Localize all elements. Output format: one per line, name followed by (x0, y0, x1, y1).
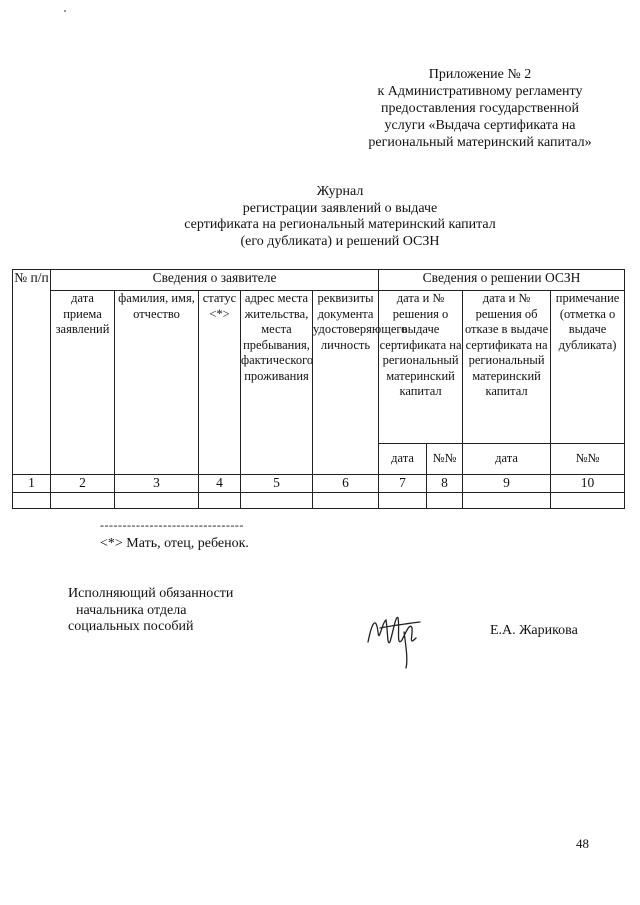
column-number: 9 (463, 475, 551, 493)
column-number: 5 (241, 475, 313, 493)
footnote-text: <*> Мать, отец, ребенок. (100, 536, 249, 551)
table-cell (13, 493, 51, 509)
journal-table (12, 269, 625, 509)
header-refuse-date: дата (463, 444, 551, 475)
column-number: 7 (379, 475, 427, 493)
header-issue-date: дата (379, 444, 427, 475)
table-cell (427, 493, 463, 509)
header-fio: фамилия, имя, отчество (115, 291, 199, 475)
appendix-line: услуги «Выдача сертификата на (384, 118, 576, 133)
table-cell (241, 493, 313, 509)
column-number-row (13, 475, 625, 493)
page-number: 48 (576, 836, 589, 851)
header-date-received: дата приема заявлений (51, 291, 115, 475)
title-line: сертификата на региональный материнский капитал (184, 217, 496, 232)
title-line: регистрации заявлений о выдаче (242, 200, 438, 216)
header-id-document: реквизиты документа удостоверяющего личность (313, 291, 379, 475)
table-cell (51, 493, 115, 509)
title-line: (его дубликата) и решений ОСЗН (240, 233, 440, 249)
table-cell (313, 493, 379, 509)
header-address: адрес места жительства, места пребывания, фактического проживания (241, 291, 313, 475)
column-number: 1 (13, 475, 51, 493)
header-group-applicant: Сведения о заявителе (51, 270, 379, 291)
header-col-number-label: № п/п (14, 270, 49, 285)
appendix-line: к Административному регламенту (377, 84, 583, 99)
footnote-rule: -------------------------------- (100, 518, 244, 532)
header-note: примечание (отметка о выдаче дубликата) (551, 291, 625, 444)
signatory-position-line: Исполняющий обязанности (68, 586, 234, 601)
header-refuse-decision: дата и № решения об отказе в выдаче сертификата на региональный материнский капитал (463, 291, 551, 444)
scan-speck (64, 10, 66, 12)
column-number: 8 (427, 475, 463, 493)
table-cell (551, 493, 625, 509)
header-issue-number: №№ (427, 444, 463, 475)
journal-title (140, 184, 540, 250)
appendix-header (330, 66, 630, 151)
table-cell (379, 493, 427, 509)
table-cell (463, 493, 551, 509)
table-cell (199, 493, 241, 509)
appendix-line: предоставления государственной (380, 101, 580, 116)
title-line: Журнал (316, 184, 364, 199)
header-issue-decision: дата и № решения о выдаче сертификата на региональный материнский капитал (379, 291, 463, 444)
header-status: статус <*> (199, 291, 241, 475)
signatory-name: Е.А. Жарикова (490, 623, 578, 638)
handwritten-signature (360, 602, 430, 672)
header-note-number: №№ (551, 444, 625, 475)
signatory-position (68, 586, 233, 636)
header-group-decision: Сведения о решении ОСЗН (379, 270, 625, 291)
column-number: 4 (199, 475, 241, 493)
empty-table-row (13, 493, 625, 509)
column-number: 3 (115, 475, 199, 493)
signatory-position-line: социальных пособий (68, 619, 194, 634)
column-number: 10 (551, 475, 625, 493)
appendix-line: Приложение № 2 (428, 67, 532, 82)
table-cell (115, 493, 199, 509)
column-number: 2 (51, 475, 115, 493)
column-number: 6 (313, 475, 379, 493)
appendix-line: региональный материнский капитал» (368, 135, 592, 150)
signatory-position-line: начальника отдела (76, 602, 187, 618)
header-col-number (13, 270, 51, 475)
